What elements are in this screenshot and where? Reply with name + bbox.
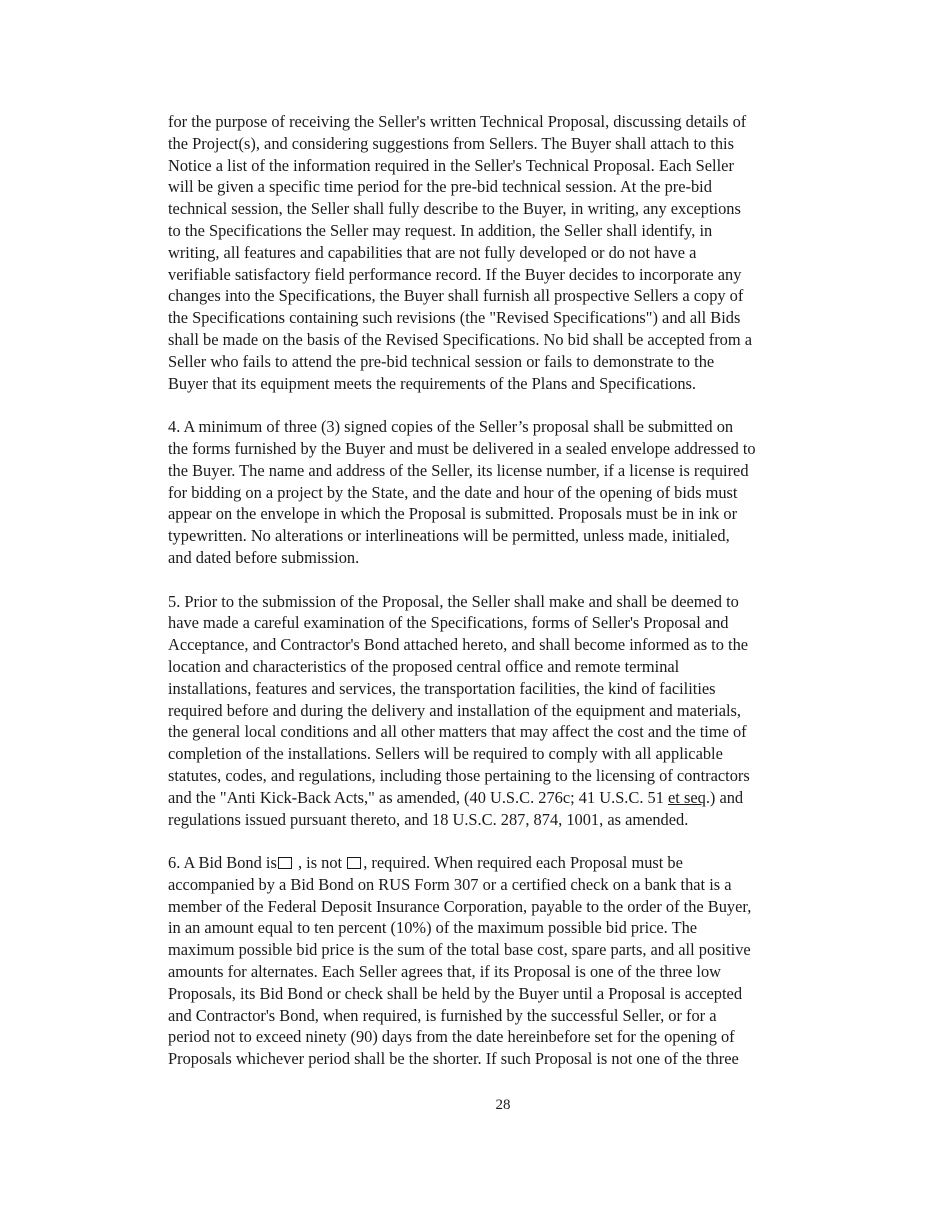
- text-line: changes into the Specifications, the Buyer shall furnish all prospective Sellers a copy of: [168, 286, 744, 306]
- text-line: have made a careful examination of the Specifications, forms of Seller's Proposal and: [168, 613, 729, 633]
- text-line: Proposals, its Bid Bond or check shall be held by the Buyer until a Proposal is accepted: [168, 983, 743, 1003]
- text-line: [168, 852, 840, 874]
- text-line: regulations issued pursuant thereto, and 18 U.S.C. 287, 874, 1001, as amended.: [168, 809, 689, 829]
- text-segment: and the "Anti Kick-Back Acts," as amended, (40 U.S.C. 276c; 41 U.S.C. 51: [168, 787, 669, 807]
- text-line: shall be made on the basis of the Revised Specifications. No bid shall be accepted from a: [168, 329, 752, 349]
- paragraph-4: [168, 416, 840, 569]
- text-line: required before and during the delivery and installation of the equipment and materials,: [168, 700, 742, 720]
- paragraph-5: [168, 591, 840, 831]
- text-line: completion of the installations. Sellers will be required to comply with all applicable: [168, 744, 723, 764]
- text-line: period not to exceed ninety (90) days from the date hereinbefore set for the opening of: [168, 1027, 735, 1047]
- text-line: the Specifications containing such revisions (the "Revised Specifications") and all Bids: [168, 308, 741, 328]
- underlined-et-seq: et seq: [668, 787, 706, 807]
- text-segment: , is not: [293, 853, 347, 873]
- text-line: in an amount equal to ten percent (10%) of the maximum possible bid price. The: [168, 918, 698, 938]
- text-line: Acceptance, and Contractor's Bond attached hereto, and shall become informed as to the: [168, 635, 749, 655]
- text-line: the Project(s), and considering suggestions from Sellers. The Buyer shall attach to this: [168, 133, 734, 153]
- text-line: member of the Federal Deposit Insurance Corporation, payable to the order of the Buyer,: [168, 896, 752, 916]
- text-line: 4. A minimum of three (3) signed copies of the Seller’s proposal shall be submitted on: [168, 417, 734, 437]
- text-line: Notice a list of the information required in the Seller's Technical Proposal. Each Seller: [168, 155, 734, 175]
- text-line: Proposals whichever period shall be the shorter. If such Proposal is not one of the three: [168, 1049, 739, 1069]
- page-number: 28: [495, 1097, 511, 1113]
- text-segment: , required. When required each Proposal must be: [363, 853, 683, 873]
- text-line: and dated before submission.: [168, 547, 360, 567]
- text-line: to the Specifications the Seller may request. In addition, the Seller shall identify, in: [168, 220, 713, 240]
- text-segment: .) and: [705, 787, 744, 807]
- paragraph-6: [168, 852, 840, 1070]
- text-line: Buyer that its equipment meets the requirements of the Plans and Specifications.: [168, 373, 697, 393]
- document-body: [168, 111, 840, 1092]
- text-line: statutes, codes, and regulations, including those pertaining to the licensing of contractors: [168, 765, 750, 785]
- text-line: appear on the envelope in which the Proposal is submitted. Proposals must be in ink or: [168, 504, 738, 524]
- text-line: location and characteristics of the proposed central office and remote terminal: [168, 656, 680, 676]
- page-footer: [0, 1097, 950, 1114]
- text-line: the forms furnished by the Buyer and must be delivered in a sealed envelope addressed to: [168, 438, 756, 458]
- text-line: 5. Prior to the submission of the Proposal, the Seller shall make and shall be deemed to: [168, 591, 739, 611]
- bid-bond-required-checkbox[interactable]: [278, 857, 292, 869]
- text-line: writing, all features and capabilities that are not fully developed or do not have a: [168, 242, 697, 262]
- text-line: Seller who fails to attend the pre-bid technical session or fails to demonstrate to the: [168, 351, 715, 371]
- text-line: for the purpose of receiving the Seller's written Technical Proposal, discussing details of: [168, 112, 747, 131]
- text-line: technical session, the Seller shall fully describe to the Buyer, in writing, any exceptions: [168, 199, 741, 219]
- text-line: maximum possible bid price is the sum of the total base cost, spare parts, and all positive: [168, 940, 751, 960]
- text-line: the Buyer. The name and address of the Seller, its license number, if a license is required: [168, 460, 749, 480]
- text-line: and Contractor's Bond, when required, is furnished by the successful Seller, or for a: [168, 1005, 717, 1025]
- text-line: will be given a specific time period for the pre-bid technical session. At the pre-bid: [168, 177, 712, 197]
- bid-bond-not-required-checkbox[interactable]: [347, 857, 361, 869]
- text-line: [168, 787, 840, 809]
- paragraph-continued: [168, 111, 840, 394]
- text-line: for bidding on a project by the State, and the date and hour of the opening of bids must: [168, 482, 738, 502]
- text-segment: 6. A Bid Bond is: [168, 853, 277, 873]
- text-line: amounts for alternates. Each Seller agrees that, if its Proposal is one of the three low: [168, 962, 722, 982]
- text-line: the general local conditions and all other matters that may affect the cost and the time of: [168, 722, 747, 742]
- text-line: accompanied by a Bid Bond on RUS Form 307 or a certified check on a bank that is a: [168, 874, 732, 894]
- text-line: installations, features and services, the transportation facilities, the kind of facilities: [168, 678, 716, 698]
- text-line: typewritten. No alterations or interlineations will be permitted, unless made, initialed,: [168, 526, 730, 546]
- text-line: verifiable satisfactory field performance record. If the Buyer decides to incorporate any: [168, 264, 742, 284]
